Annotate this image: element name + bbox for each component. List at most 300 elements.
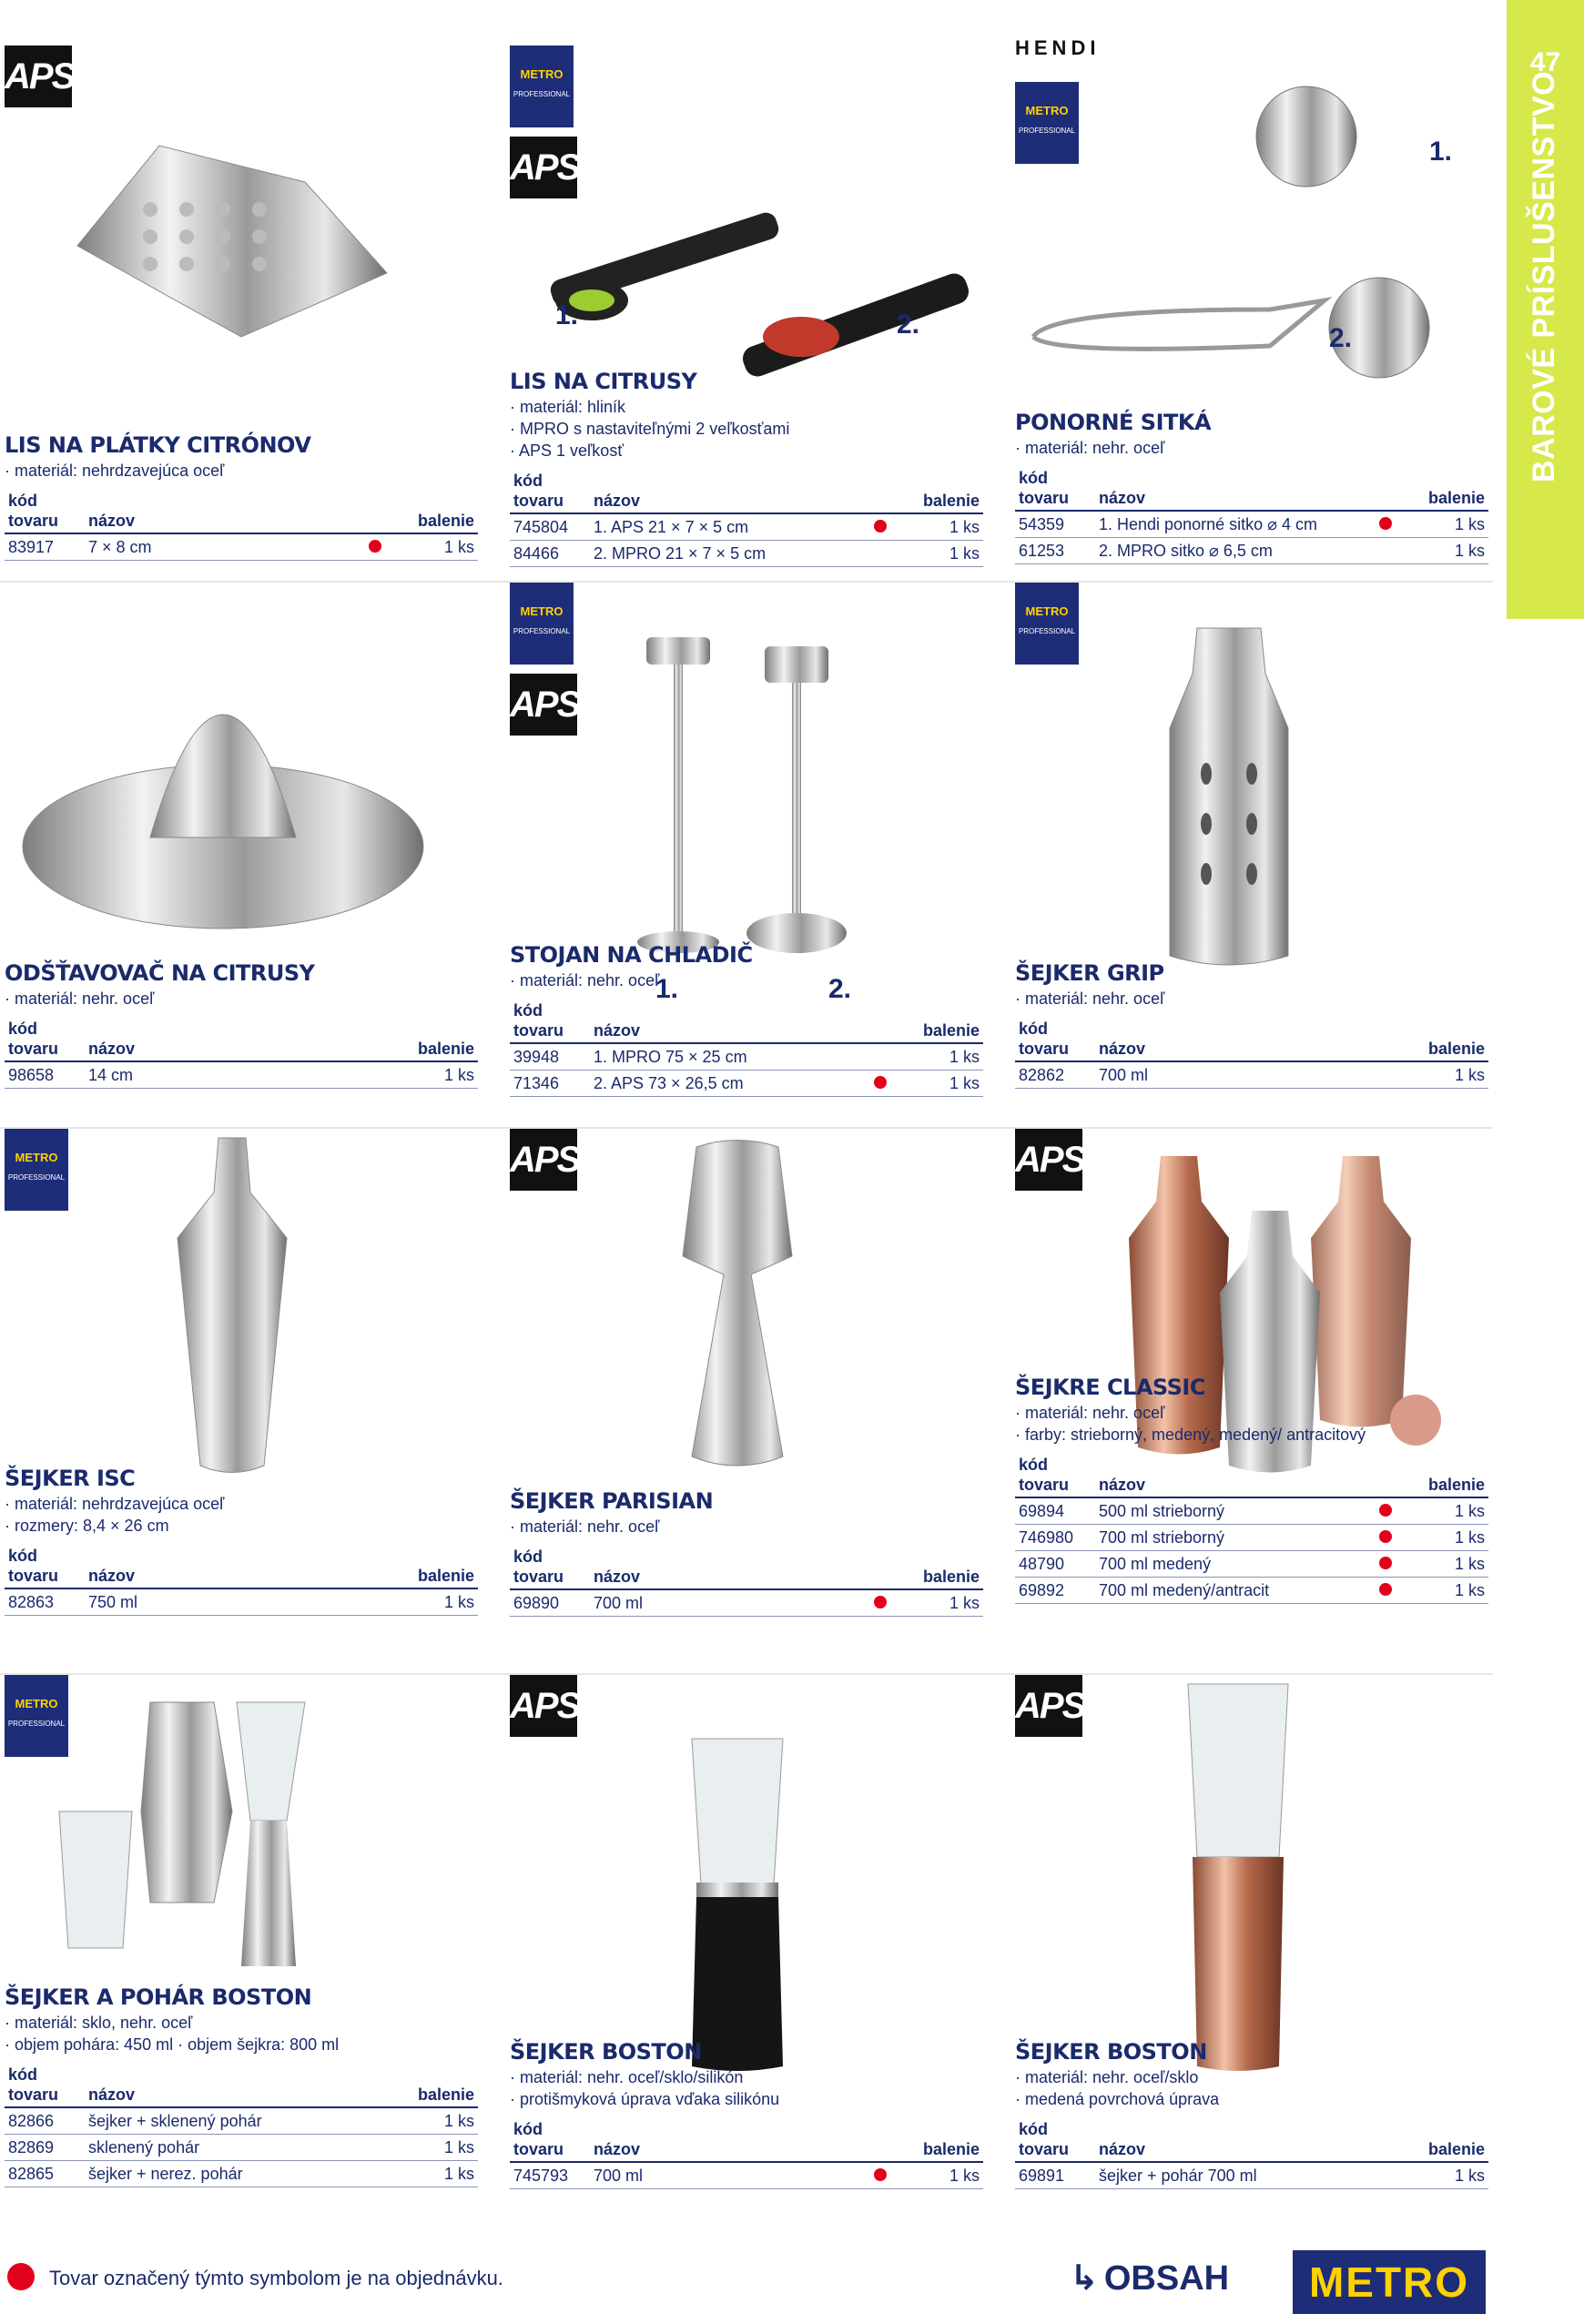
table-row <box>5 1588 478 1616</box>
bullet-icon: · <box>510 441 520 460</box>
product-variant: 700 ml <box>1095 1061 1372 1089</box>
variant-marker: 2. <box>828 974 852 1004</box>
product-spec-text: objem pohára: 450 ml · objem šejkra: 800 ml <box>15 2035 340 2054</box>
product-info <box>510 1488 983 1617</box>
product-table <box>5 1019 478 1089</box>
bullet-icon: · <box>510 420 520 438</box>
product-spec-text: materiál: nehr. oceľ <box>15 989 155 1008</box>
product-card <box>510 18 983 563</box>
aps-logo: APS <box>5 46 72 107</box>
product-spec-text: materiál: sklo, nehr. oceľ <box>15 2014 193 2032</box>
order-dot-cell <box>867 513 894 541</box>
col-header-dot <box>361 491 389 533</box>
product-spec-text: materiál: nehr. oceľ <box>520 1517 660 1536</box>
col-header-pack: balenie <box>894 2119 983 2162</box>
bullet-icon: · <box>510 1517 520 1536</box>
col-header-code-line1: kód <box>8 2065 38 2084</box>
aps-logo: APS <box>1015 1675 1082 1737</box>
col-header-code-line2: tovaru <box>1019 1040 1070 1058</box>
product-pack: 1 ks <box>1399 511 1488 538</box>
product-spec <box>5 988 478 1010</box>
col-header-code <box>510 471 590 513</box>
product-title: LIS NA PLÁTKY CITRÓNOV <box>5 432 311 458</box>
product-variant: 2. APS 73 × 26,5 cm <box>590 1071 867 1097</box>
order-dot-cell <box>361 1061 389 1089</box>
col-header-code <box>5 491 85 533</box>
product-card <box>1015 1092 1488 1629</box>
product-pack: 1 ks <box>1399 1497 1488 1525</box>
bullet-icon: · <box>1015 439 1025 457</box>
product-title: ŠEJKER BOSTON <box>510 2039 702 2065</box>
order-dot-cell <box>867 2162 894 2189</box>
col-header-pack: balenie <box>389 491 478 533</box>
product-table <box>510 1547 983 1617</box>
order-dot-cell <box>361 2135 389 2161</box>
product-info <box>510 2039 983 2189</box>
col-header-code-line2: tovaru <box>8 512 59 530</box>
product-spec-text: farby: strieborný, medený, medený/ antracitový <box>1025 1426 1366 1444</box>
product-spec <box>5 1515 478 1537</box>
product-info <box>1015 2039 1488 2189</box>
bullet-icon: · <box>1015 1404 1025 1422</box>
product-spec <box>510 2088 983 2110</box>
order-dot-cell <box>361 1588 389 1616</box>
col-header-code-line1: kód <box>1019 1456 1049 1474</box>
col-header-code <box>5 1546 85 1588</box>
aps-logo: APS <box>510 674 577 736</box>
product-card <box>5 1639 478 2183</box>
order-dot-cell <box>867 1043 894 1071</box>
product-title: ŠEJKER BOSTON <box>1015 2039 1207 2065</box>
product-info <box>5 960 478 1089</box>
aps-logo: APS <box>510 137 577 198</box>
order-dot-cell <box>1372 2162 1399 2189</box>
product-code: 84466 <box>510 541 590 567</box>
variant-marker: 2. <box>1329 323 1353 353</box>
product-info <box>5 432 478 561</box>
product-code: 39948 <box>510 1043 590 1071</box>
bullet-icon: · <box>1015 2090 1025 2108</box>
col-header-code <box>510 1547 590 1589</box>
product-title: ŠEJKER ISC <box>5 1466 136 1491</box>
aps-logo: APS <box>510 1675 577 1737</box>
variant-marker: 1. <box>655 974 679 1004</box>
product-title: ŠEJKER PARISIAN <box>510 1488 714 1514</box>
col-header-code-line2: tovaru <box>1019 489 1070 507</box>
product-code: 54359 <box>1015 511 1095 538</box>
order-symbol-dot <box>7 2263 35 2290</box>
col-header-name: názov <box>590 471 867 513</box>
product-variant: 700 ml medený/antracit <box>1095 1578 1372 1604</box>
product-card <box>5 546 478 1083</box>
contents-link[interactable] <box>1070 2258 1229 2299</box>
product-code: 98658 <box>5 1061 85 1089</box>
product-title: ODŠŤAVOVAČ NA CITRUSY <box>5 960 315 986</box>
table-row <box>1015 1578 1488 1604</box>
bullet-icon: · <box>510 2090 520 2108</box>
product-variant: 700 ml <box>590 1589 867 1617</box>
product-spec-text: materiál: nehr. oceľ <box>520 971 660 989</box>
product-info <box>5 1984 478 2187</box>
bullet-icon: · <box>5 2014 15 2032</box>
product-image <box>1015 1666 1488 2098</box>
on-order-dot-icon <box>1379 1504 1392 1517</box>
product-spec <box>510 396 983 418</box>
table-row <box>510 2162 983 2189</box>
product-code: 83917 <box>5 533 85 561</box>
product-spec-text: materiál: nehr. oceľ/sklo <box>1025 2068 1199 2086</box>
product-variant: šejker + sklenený pohár <box>85 2107 361 2135</box>
bullet-icon: · <box>510 398 520 416</box>
order-dot-cell <box>361 2107 389 2135</box>
on-order-dot-icon <box>1379 1530 1392 1543</box>
product-pack: 1 ks <box>389 2135 478 2161</box>
col-header-code-line2: tovaru <box>513 1021 564 1040</box>
col-header-code <box>510 1000 590 1043</box>
bullet-icon: · <box>1015 2068 1025 2086</box>
col-header-name: názov <box>85 1546 361 1588</box>
product-title: ŠEJKER A POHÁR BOSTON <box>5 1984 312 2010</box>
col-header-code-line1: kód <box>1019 1020 1049 1038</box>
col-header-dot <box>361 1546 389 1588</box>
product-info <box>510 369 983 567</box>
col-header-code-line2: tovaru <box>8 1567 59 1585</box>
product-spec <box>510 418 983 440</box>
col-header-code-line2: tovaru <box>513 1568 564 1586</box>
table-row <box>1015 2162 1488 2189</box>
product-pack: 1 ks <box>894 1071 983 1097</box>
product-variant: šejker + nerez. pohár <box>85 2161 361 2187</box>
product-spec-text: medená povrchová úprava <box>1025 2090 1220 2108</box>
product-code: 71346 <box>510 1071 590 1097</box>
metro-professional-logo: METRO PROFESSIONAL <box>5 1129 68 1211</box>
variant-marker: 2. <box>897 310 920 340</box>
product-pack: 1 ks <box>894 513 983 541</box>
product-table <box>510 2119 983 2189</box>
col-header-name: názov <box>590 1000 867 1043</box>
product-variant: šejker + pohár 700 ml <box>1095 2162 1372 2189</box>
order-dot-cell <box>1372 1061 1399 1089</box>
product-spec <box>5 460 478 482</box>
order-note: Tovar označený týmto symbolom je na objednávku. <box>49 2267 503 2289</box>
product-spec <box>510 2066 983 2088</box>
product-code: 82863 <box>5 1588 85 1616</box>
product-variant: 700 ml strieborný <box>1095 1525 1372 1551</box>
product-variant: 750 ml <box>85 1588 361 1616</box>
product-card <box>510 546 983 1092</box>
product-variant: 1. MPRO 75 × 25 cm <box>590 1043 867 1071</box>
product-title: ŠEJKRE CLASSIC <box>1015 1375 1205 1400</box>
product-card <box>1015 1639 1488 2185</box>
bullet-icon: · <box>510 971 520 989</box>
product-pack: 1 ks <box>894 1589 983 1617</box>
col-header-pack: balenie <box>894 1547 983 1589</box>
table-row <box>510 1043 983 1071</box>
col-header-code <box>5 2065 85 2107</box>
col-header-code <box>5 1019 85 1061</box>
col-header-code <box>1015 468 1095 511</box>
col-header-code-line1: kód <box>513 2120 543 2138</box>
product-image <box>510 1120 983 1552</box>
product-card <box>5 1092 478 1629</box>
product-spec-text: protišmyková úprava vďaka silikónu <box>520 2090 780 2108</box>
product-spec <box>1015 437 1488 459</box>
col-header-pack: balenie <box>389 1546 478 1588</box>
product-spec-text: rozmery: 8,4 × 26 cm <box>15 1517 169 1535</box>
product-code: 69892 <box>1015 1578 1095 1604</box>
bullet-icon: · <box>1015 989 1025 1008</box>
product-table <box>1015 2119 1488 2189</box>
product-code: 745793 <box>510 2162 590 2189</box>
product-variant: 14 cm <box>85 1061 361 1089</box>
product-image <box>5 36 478 469</box>
product-image <box>1015 36 1488 469</box>
product-variant: sklenený pohár <box>85 2135 361 2161</box>
product-title: ŠEJKER GRIP <box>1015 960 1164 986</box>
product-table <box>510 1000 983 1097</box>
col-header-code-line1: kód <box>513 1548 543 1566</box>
table-row <box>1015 1525 1488 1551</box>
product-code: 61253 <box>1015 538 1095 564</box>
col-header-code <box>510 2119 590 2162</box>
product-image <box>510 1666 983 2098</box>
order-dot-cell <box>1372 1551 1399 1578</box>
metro-professional-logo: METRO PROFESSIONAL <box>510 583 574 665</box>
product-pack: 1 ks <box>1399 1578 1488 1604</box>
col-header-code-line2: tovaru <box>513 2140 564 2158</box>
metro-professional-logo: METRO PROFESSIONAL <box>510 46 574 127</box>
metro-professional-logo: METRO PROFESSIONAL <box>1015 82 1079 164</box>
col-header-dot <box>1372 468 1399 511</box>
variant-marker: 1. <box>1429 137 1453 167</box>
product-spec-text: materiál: nehrdzavejúca oceľ <box>15 1495 225 1513</box>
contents-link-label: OBSAH <box>1103 2259 1230 2298</box>
table-row <box>510 1589 983 1617</box>
product-card <box>5 18 478 555</box>
product-pack: 1 ks <box>389 533 478 561</box>
product-spec-text: materiál: nehr. oceľ <box>1025 439 1165 457</box>
col-header-name: názov <box>85 1019 361 1061</box>
product-spec <box>1015 1424 1488 1446</box>
product-variant: 7 × 8 cm <box>85 533 361 561</box>
product-code: 82866 <box>5 2107 85 2135</box>
product-variant: 700 ml medený <box>1095 1551 1372 1578</box>
col-header-pack: balenie <box>1399 1455 1488 1497</box>
product-spec <box>5 2034 478 2055</box>
col-header-code-line2: tovaru <box>8 2086 59 2104</box>
product-table <box>5 2065 478 2187</box>
order-dot-cell <box>1372 511 1399 538</box>
product-code: 69894 <box>1015 1497 1095 1525</box>
section-tab[interactable] <box>1507 0 1584 619</box>
col-header-pack: balenie <box>1399 1019 1488 1061</box>
product-spec <box>5 1493 478 1515</box>
col-header-code-line1: kód <box>1019 2120 1049 2138</box>
col-header-name: názov <box>85 491 361 533</box>
product-spec <box>1015 2088 1488 2110</box>
col-header-pack: balenie <box>894 471 983 513</box>
col-header-dot <box>867 1547 894 1589</box>
col-header-code <box>1015 1455 1095 1497</box>
product-card <box>510 1639 983 2185</box>
product-code: 82869 <box>5 2135 85 2161</box>
col-header-code-line2: tovaru <box>1019 1476 1070 1494</box>
product-spec-text: materiál: nehrdzavejúca oceľ <box>15 462 225 480</box>
arrow-return-icon: ↳ <box>1070 2259 1099 2298</box>
on-order-dot-icon <box>874 1596 887 1609</box>
product-spec <box>510 440 983 462</box>
col-header-dot <box>867 1000 894 1043</box>
order-dot-cell <box>1372 1578 1399 1604</box>
product-pack: 1 ks <box>1399 1525 1488 1551</box>
product-card <box>1015 546 1488 1083</box>
product-pack: 1 ks <box>1399 538 1488 564</box>
product-card <box>510 1092 983 1629</box>
on-order-dot-icon <box>1379 1557 1392 1569</box>
on-order-dot-icon <box>874 2168 887 2181</box>
col-header-name: názov <box>590 2119 867 2162</box>
product-spec <box>1015 2066 1488 2088</box>
section-title: BAROVÉ PRÍSLUŠENSTVO <box>1527 70 1561 482</box>
product-image <box>5 573 478 1006</box>
aps-logo: APS <box>1015 1129 1082 1191</box>
bullet-icon: · <box>5 1495 15 1513</box>
product-title: STOJAN NA CHLADIČ <box>510 942 753 968</box>
product-pack: 1 ks <box>1399 1061 1488 1089</box>
page-number: 47 <box>1529 47 1561 77</box>
on-order-dot-icon <box>1379 1583 1392 1596</box>
product-pack: 1 ks <box>389 2107 478 2135</box>
table-row <box>1015 1551 1488 1578</box>
hendi-logo: HENDI <box>1015 36 1101 59</box>
metro-logo: METRO <box>1293 2250 1486 2314</box>
product-pack: 1 ks <box>1399 2162 1488 2189</box>
product-info <box>5 1466 478 1616</box>
col-header-pack: balenie <box>1399 468 1488 511</box>
on-order-dot-icon <box>874 1076 887 1089</box>
product-info <box>1015 1375 1488 1604</box>
col-header-code-line1: kód <box>8 1020 38 1038</box>
table-row <box>5 2161 478 2187</box>
metro-professional-logo: METRO PROFESSIONAL <box>1015 583 1079 665</box>
product-spec <box>5 2012 478 2034</box>
product-spec-text: APS 1 veľkosť <box>519 441 624 460</box>
col-header-dot <box>361 1019 389 1061</box>
product-title: LIS NA CITRUSY <box>510 369 697 394</box>
product-pack: 1 ks <box>894 541 983 567</box>
col-header-code-line1: kód <box>513 472 543 490</box>
bullet-icon: · <box>5 989 15 1008</box>
product-variant: 500 ml strieborný <box>1095 1497 1372 1525</box>
col-header-dot <box>361 2065 389 2107</box>
product-pack: 1 ks <box>389 1588 478 1616</box>
aps-logo: APS <box>510 1129 577 1191</box>
col-header-code <box>1015 2119 1095 2162</box>
product-table <box>1015 1455 1488 1604</box>
col-header-code-line1: kód <box>1019 469 1049 487</box>
product-variant: 1. Hendi ponorné sitko ⌀ 4 cm <box>1095 511 1372 538</box>
product-spec <box>1015 988 1488 1010</box>
col-header-name: názov <box>1095 1019 1372 1061</box>
product-variant: 1. APS 21 × 7 × 5 cm <box>590 513 867 541</box>
col-header-name: názov <box>1095 468 1372 511</box>
col-header-code-line1: kód <box>513 1001 543 1020</box>
product-code: 82865 <box>5 2161 85 2187</box>
variant-marker: 1. <box>555 300 579 330</box>
order-dot-cell <box>1372 1497 1399 1525</box>
col-header-dot <box>1372 1019 1399 1061</box>
product-code: 69891 <box>1015 2162 1095 2189</box>
col-header-name: názov <box>85 2065 361 2107</box>
product-variant: 700 ml <box>590 2162 867 2189</box>
product-spec-text: materiál: nehr. oceľ/sklo/silikón <box>520 2068 744 2086</box>
product-code: 69890 <box>510 1589 590 1617</box>
col-header-code-line2: tovaru <box>513 492 564 510</box>
product-info <box>1015 960 1488 1089</box>
product-table <box>5 1546 478 1616</box>
product-spec-text: MPRO s nastaviteľnými 2 veľkosťami <box>520 420 790 438</box>
col-header-dot <box>1372 2119 1399 2162</box>
product-code: 745804 <box>510 513 590 541</box>
col-header-dot <box>867 2119 894 2162</box>
product-spec-text: materiál: nehr. oceľ <box>1025 989 1165 1008</box>
col-header-code-line2: tovaru <box>1019 2140 1070 2158</box>
order-dot-cell <box>361 2161 389 2187</box>
product-spec-text: materiál: nehr. oceľ <box>1025 1404 1165 1422</box>
product-table <box>1015 1019 1488 1089</box>
order-dot-cell <box>867 1589 894 1617</box>
product-spec-text: materiál: hliník <box>520 398 626 416</box>
bullet-icon: · <box>5 1517 15 1535</box>
bullet-icon: · <box>5 462 15 480</box>
product-code: 48790 <box>1015 1551 1095 1578</box>
table-row <box>5 2135 478 2161</box>
product-pack: 1 ks <box>389 1061 478 1089</box>
metro-professional-logo: METRO PROFESSIONAL <box>5 1675 68 1757</box>
col-header-code-line2: tovaru <box>8 1040 59 1058</box>
col-header-dot <box>1372 1455 1399 1497</box>
product-variant: 2. MPRO sitko ⌀ 6,5 cm <box>1095 538 1372 564</box>
on-order-dot-icon <box>874 520 887 533</box>
product-pack: 1 ks <box>894 1043 983 1071</box>
product-code: 82862 <box>1015 1061 1095 1089</box>
col-header-pack: balenie <box>389 1019 478 1061</box>
col-header-dot <box>867 471 894 513</box>
col-header-name: názov <box>1095 2119 1372 2162</box>
product-pack: 1 ks <box>894 2162 983 2189</box>
bullet-icon: · <box>1015 1426 1025 1444</box>
product-title: PONORNÉ SITKÁ <box>1015 410 1212 435</box>
product-image <box>1015 573 1488 1006</box>
order-dot-cell <box>1372 1525 1399 1551</box>
col-header-name: názov <box>590 1547 867 1589</box>
bullet-icon: · <box>5 2035 15 2054</box>
table-row <box>5 1061 478 1089</box>
product-spec <box>510 969 983 991</box>
product-info <box>510 942 983 1097</box>
product-code: 746980 <box>1015 1525 1095 1551</box>
product-spec <box>1015 1402 1488 1424</box>
product-pack: 1 ks <box>389 2161 478 2187</box>
col-header-pack: balenie <box>894 1000 983 1043</box>
col-header-code <box>1015 1019 1095 1061</box>
on-order-dot-icon <box>1379 517 1392 530</box>
col-header-pack: balenie <box>1399 2119 1488 2162</box>
col-header-code-line1: kód <box>8 1547 38 1565</box>
product-spec <box>510 1516 983 1537</box>
bullet-icon: · <box>510 2068 520 2086</box>
product-pack: 1 ks <box>1399 1551 1488 1578</box>
